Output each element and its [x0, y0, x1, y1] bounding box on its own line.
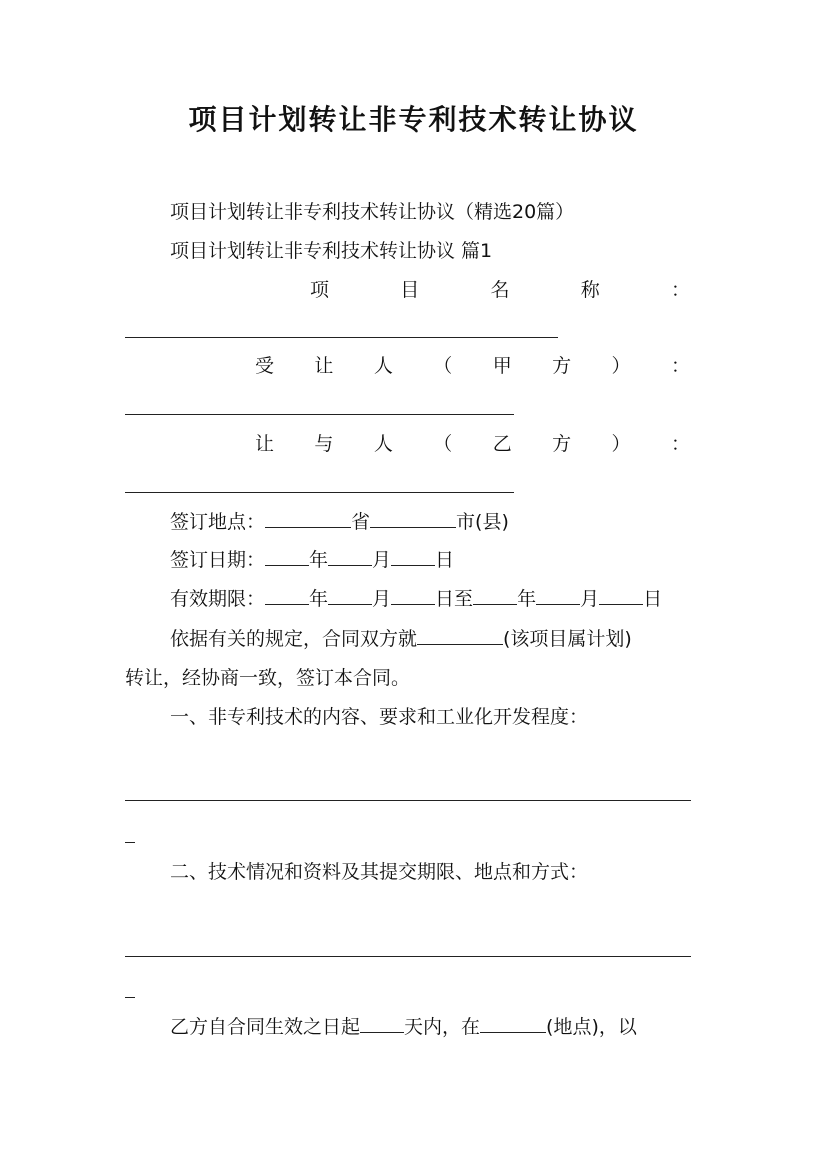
year-label: 年 [517, 588, 537, 610]
sign-date-line [170, 547, 454, 573]
blank-from-year [265, 586, 309, 605]
blank-month [328, 547, 372, 566]
validity-label: 有效期限： [170, 588, 266, 610]
sign-place-line [170, 509, 509, 535]
para-text: 天内，在 [404, 1016, 481, 1038]
month-label: 月 [372, 549, 392, 571]
province-label: 省 [351, 511, 371, 533]
month-label: 月 [372, 588, 392, 610]
field-char: 乙 [492, 433, 512, 455]
blank-day [391, 547, 435, 566]
field-char: 甲 [492, 355, 512, 377]
to-label: 日至 [435, 588, 474, 610]
paragraph-delivery [170, 1014, 637, 1040]
item-two-heading: 二、技术情况和资料及其提交期限、地点和方式： [170, 861, 589, 883]
field-char: 称 [580, 279, 600, 301]
field-char: ） [611, 355, 631, 377]
field-char: ： [670, 433, 690, 455]
city-label: 市(县) [456, 511, 509, 533]
item-one-trailing-mark [125, 842, 135, 843]
para-text: (该项目属计划) [503, 628, 632, 650]
month-label: 月 [580, 588, 600, 610]
blank-to-month [536, 586, 580, 605]
field-char: 名 [490, 279, 510, 301]
field-char: 让 [314, 355, 334, 377]
field-char: ： [670, 355, 690, 377]
assignee-underline [125, 414, 514, 415]
field-char: 项 [310, 279, 330, 301]
blank-year [265, 547, 309, 566]
document-title: 项目计划转让非专利技术转让协议 [188, 103, 639, 136]
field-char: （ [433, 355, 453, 377]
field-char: 让 [255, 433, 275, 455]
validity-line [170, 586, 662, 612]
field-char: 与 [314, 433, 334, 455]
year-label: 年 [309, 549, 329, 571]
blank-city [370, 509, 456, 528]
para-text: 依据有关的规定，合同双方就 [170, 628, 418, 650]
field-char: 受 [255, 355, 275, 377]
field-char: （ [433, 433, 453, 455]
assignor-underline [125, 492, 514, 493]
sign-place-label: 签订地点： [170, 511, 266, 533]
blank-from-day [391, 586, 435, 605]
field-char: 方 [552, 433, 572, 455]
field-char: 人 [373, 433, 393, 455]
para-text: (地点)，以 [546, 1016, 637, 1038]
field-char: ： [670, 279, 690, 301]
blank-place [480, 1014, 546, 1033]
blank-from-month [328, 586, 372, 605]
paragraph-basis [170, 626, 632, 652]
para-text: 乙方自合同生效之日起 [170, 1016, 361, 1038]
item-one-underline [125, 800, 691, 801]
project-name-underline [125, 337, 558, 338]
field-char: 方 [552, 355, 572, 377]
day-label: 日 [435, 549, 455, 571]
blank-days [360, 1014, 404, 1033]
item-two-trailing-mark [125, 997, 135, 998]
section-heading: 项目计划转让非专利技术转让协议 篇1 [170, 240, 493, 262]
blank-to-day [599, 586, 643, 605]
field-char: 目 [400, 279, 420, 301]
year-label: 年 [309, 588, 329, 610]
field-assignor [255, 431, 690, 457]
blank-province [265, 509, 351, 528]
subtitle: 项目计划转让非专利技术转让协议（精选20篇） [170, 201, 575, 223]
field-project-name [310, 277, 690, 303]
field-assignee [255, 353, 690, 379]
field-char: 人 [373, 355, 393, 377]
blank-to-year [473, 586, 517, 605]
paragraph-basis-cont: 转让，经协商一致，签订本合同。 [125, 667, 411, 689]
field-char: ） [611, 433, 631, 455]
sign-date-label: 签订日期： [170, 549, 266, 571]
item-two-underline [125, 956, 691, 957]
day-label: 日 [643, 588, 663, 610]
blank-project [417, 626, 503, 645]
item-one-heading: 一、非专利技术的内容、要求和工业化开发程度： [170, 706, 589, 728]
